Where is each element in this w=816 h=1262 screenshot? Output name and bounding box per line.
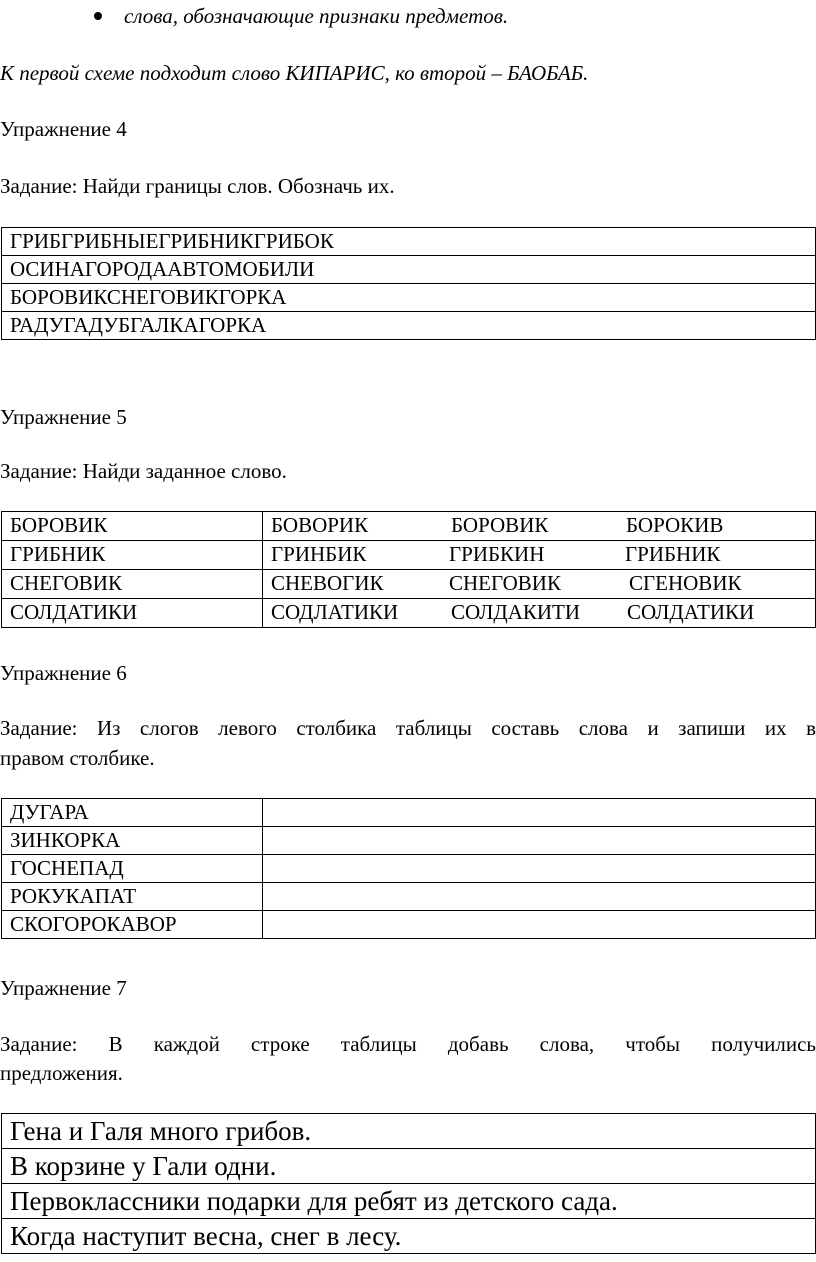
ex4-table: [1, 227, 816, 340]
table-row: [2, 284, 816, 312]
ex7-task-line2: предложения.: [0, 1061, 123, 1085]
table-row: [2, 1114, 816, 1149]
table-row: [2, 855, 816, 883]
ex6-answer-cell[interactable]: [263, 911, 816, 939]
table-row: [2, 570, 816, 599]
ex6-syllables: ДУГАРА: [2, 799, 263, 827]
ex4-cell: ГРИБГРИБНЫЕГРИБНИКГРИБОК: [2, 228, 816, 256]
ex5-option: СОДЛАТИКИ: [271, 600, 399, 624]
table-row: [2, 911, 816, 939]
ex6-answer-cell[interactable]: [263, 827, 816, 855]
ex5-word: ГРИБНИК: [2, 541, 263, 570]
ex7-sentence[interactable]: Первоклассники подарки для ребят из детского сада.: [2, 1184, 816, 1219]
table-row: [2, 541, 816, 570]
ex5-option: СНЕГОВИК: [449, 571, 561, 595]
ex6-task-line2: правом столбике.: [0, 746, 155, 770]
table-row: [2, 256, 816, 284]
ex5-task: Задание: Найди заданное слово.: [0, 459, 287, 483]
table-row: [2, 312, 816, 340]
ex5-option: СОЛДАТИКИ: [627, 600, 755, 624]
table-row: [2, 1219, 816, 1254]
ex5-options: [263, 512, 816, 541]
ex5-option: ГРИБНИК: [625, 542, 721, 566]
ex5-option: ГРИНБИК: [271, 542, 367, 566]
bullet-text: слова, обозначающие признаки предметов.: [124, 4, 509, 28]
table-row: [2, 512, 816, 541]
table-row: [2, 228, 816, 256]
ex5-option: БОВОРИК: [271, 513, 369, 537]
ex6-answer-cell[interactable]: [263, 883, 816, 911]
ex5-word: СОЛДАТИКИ: [2, 599, 263, 628]
ex6-table: [1, 798, 816, 939]
table-row: [2, 827, 816, 855]
answer-text: К первой схеме подходит слово КИПАРИС, ко второй – БАОБАБ.: [0, 61, 589, 85]
table-row: [2, 883, 816, 911]
bullet-icon: [94, 12, 102, 20]
ex5-options: [263, 541, 816, 570]
ex5-option: БОРОВИК: [451, 513, 549, 537]
ex4-heading: Упражнение 4: [0, 117, 127, 141]
ex6-answer-cell[interactable]: [263, 799, 816, 827]
ex5-option: СГЕНОВИК: [629, 571, 742, 595]
ex5-table: [1, 511, 816, 628]
ex5-word: БОРОВИК: [2, 512, 263, 541]
ex4-task: Задание: Найди границы слов. Обозначь их.: [0, 174, 395, 198]
ex6-answer-cell[interactable]: [263, 855, 816, 883]
ex5-option: БОРОКИВ: [626, 513, 724, 537]
ex7-sentence[interactable]: Гена и Галя много грибов.: [2, 1114, 816, 1149]
ex4-cell: РАДУГАДУБГАЛКАГОРКА: [2, 312, 816, 340]
ex5-options: [263, 570, 816, 599]
ex5-option: СНЕВОГИК: [271, 571, 384, 595]
ex5-options: [263, 599, 816, 628]
ex7-sentence[interactable]: В корзине у Гали одни.: [2, 1149, 816, 1184]
ex7-heading: Упражнение 7: [0, 976, 127, 1000]
ex5-option: ГРИБКИН: [449, 542, 545, 566]
ex6-syllables: РОКУКАПАТ: [2, 883, 263, 911]
ex6-syllables: СКОГОРОКАВОР: [2, 911, 263, 939]
ex4-cell: БОРОВИКСНЕГОВИКГОРКА: [2, 284, 816, 312]
ex5-option: СОЛДАКИТИ: [451, 600, 581, 624]
ex6-syllables: ГОСНЕПАД: [2, 855, 263, 883]
ex7-sentence[interactable]: Когда наступит весна, снег в лесу.: [2, 1219, 816, 1254]
bullet-item: [0, 0, 816, 30]
table-row: [2, 1149, 816, 1184]
ex6-heading: Упражнение 6: [0, 661, 127, 685]
ex5-word: СНЕГОВИК: [2, 570, 263, 599]
ex4-cell: ОСИНАГОРОДААВТОМОБИЛИ: [2, 256, 816, 284]
ex7-table: [1, 1113, 816, 1254]
ex6-syllables: ЗИНКОРКА: [2, 827, 263, 855]
table-row: [2, 599, 816, 628]
ex7-task-line1: Задание: В каждой строке таблицы добавь слова, чтобы получились: [0, 1032, 816, 1056]
ex6-task-line1: Задание: Из слогов левого столбика таблицы составь слова и запиши их в: [0, 716, 816, 740]
table-row: [2, 1184, 816, 1219]
ex5-heading: Упражнение 5: [0, 405, 127, 429]
table-row: [2, 799, 816, 827]
